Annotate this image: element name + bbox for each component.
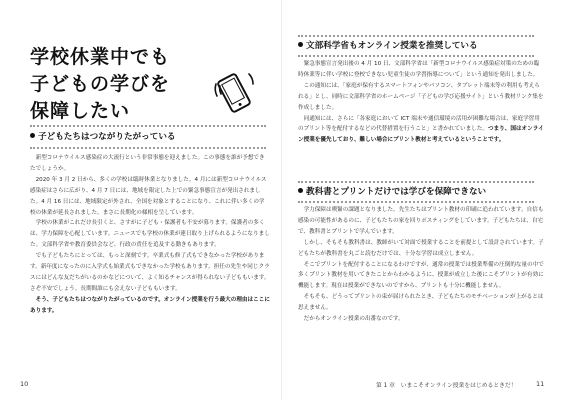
dotted-divider <box>298 201 534 203</box>
paragraph: だからオンライン授業の出番なのです。 <box>303 316 404 323</box>
paragraph: 学校の休業がこれだけ長引くと、さすがに子ども・保護者も不安が募ります。保護者の多くは、学力保障を心配しています。ニュースでも学校の休業が連日取り上げられるようになりました。文部科学省や教育委員会など、行政の責任を追及する動きもあります。 <box>30 220 270 249</box>
paragraph: 新型コロナウイルス感染症の大流行という非常事態を迎えました。この事態を誰が予想できたでしょうか。 <box>30 155 265 172</box>
paragraph: 同通知には、さらに「各家庭において ICT 端末や通信環境の活用が困難な場合は、家庭学習用のプリント等を配付するなどの代替措置を行うこと」と書かれていました。つまり、国はオンライン授業を優先しており、難しい場合にプリント教材と考えているということです。 <box>298 115 544 144</box>
smartphone-icon <box>211 68 257 114</box>
paragraph: 学力保障は喫緊の課題となりました。先生たちはプリント教材の印刷に追われています。自信も感染の可能性があるのに、子どもたちの家を回りポスティングをしています。子どもたちは、自宅で、教科書とプリントで学んでいます。 <box>298 207 544 235</box>
bullet-icon <box>298 42 303 47</box>
bullet-icon <box>30 133 35 138</box>
left-body-text <box>30 153 270 317</box>
dotted-divider <box>298 55 534 57</box>
dotted-divider <box>298 35 534 37</box>
right-body-text-2 <box>298 205 544 325</box>
section-heading: 文部科学省もオンライン授業を推奨している <box>298 40 478 52</box>
right-body-text-1 <box>298 59 544 146</box>
dotted-divider <box>298 181 534 183</box>
title-line-1: 学校休業中でも <box>30 46 171 68</box>
title-line-3: 保障したい <box>30 100 131 122</box>
page-number: 11 <box>536 380 545 388</box>
paragraph: しかし、そもそも教科書は、教師がいて対面で授業することを前提として設計されています。子どもたちが教科書を丸ごと読むだけでは、十分な学習は成立しません。 <box>298 239 544 257</box>
page-number: 10 <box>20 380 29 388</box>
dotted-divider <box>30 125 266 127</box>
paragraph: そもそも、どうってプリントの束が届けられたとき、子どもたちのモチベーションが上がるとは思えません。 <box>298 294 544 312</box>
page-title <box>30 44 170 125</box>
paragraph: でも子どもたちにとっては、もっと深刻です。卒業式も修了式もできなかった学校があります。新年度になったのに入学式も始業式もできなかった学校もあります。担任の先生や同じクラスにはどんな友だちがいるのかなどについて、よく知るチャンスが得られない子どももいます。さぞ不安でしょう。長期間誰にも会えない子どももいます。 <box>30 253 270 292</box>
paragraph: この通知には、「家庭が保有するスマートフォンやパソコン、タブレット端末等の利用も考えられる」とし、同時に文部科学省のホームページ「子どもの学び応援サイト」という教材リンク集を作成しました。 <box>298 82 544 111</box>
bullet-icon <box>298 188 303 193</box>
title-line-2: 子どもの学びを <box>30 73 171 95</box>
dotted-divider <box>30 147 266 149</box>
section-heading: 子どもたちはつながりたがっている <box>30 131 176 143</box>
right-page <box>282 0 564 400</box>
closing-emphasis: そう、子どもたちはつながりたがっているのです。オンライン授業を行う最大の理由はここにあります。 <box>30 296 270 314</box>
chapter-footer: 第 1 章 いまこそオンライン授業をはじめるときだ！ <box>376 383 517 389</box>
paragraph: そこでプリントを配付することになるわけですが、通常の授業では授業準備の圧倒的な量の中で多くプリント教材を用いてきたことからわかるように、授業が成立した後にこそプリントが有効に機能します。現在は授業ができないのですから、プリントも十分に機能しません。 <box>298 261 544 290</box>
paragraph: 緊急事態宣言発出後の 4 月 10 日、文部科学省は「新型コロナウイルス感染症対策のための臨時休業等に伴い学校に登校できない児童生徒の学習指導について」という通知を発出しました。 <box>298 61 540 78</box>
section-heading: 教科書とプリントだけでは学びを保障できない <box>298 186 486 198</box>
paragraph: 2020 年 3 月 2 日から、多くの学校は臨時休業となりました。4 月には新型コロナウイルス感染症はさらに広がり、4 月 7 日には、地域を限定した上での緊急事態宣言が発出されました。4 月 16 日には、地域限定が外され、全国を対象とすることになり、これに伴い多くの学校の休業が延長されました。まさに長期化の様相を呈しています。 <box>30 176 267 216</box>
